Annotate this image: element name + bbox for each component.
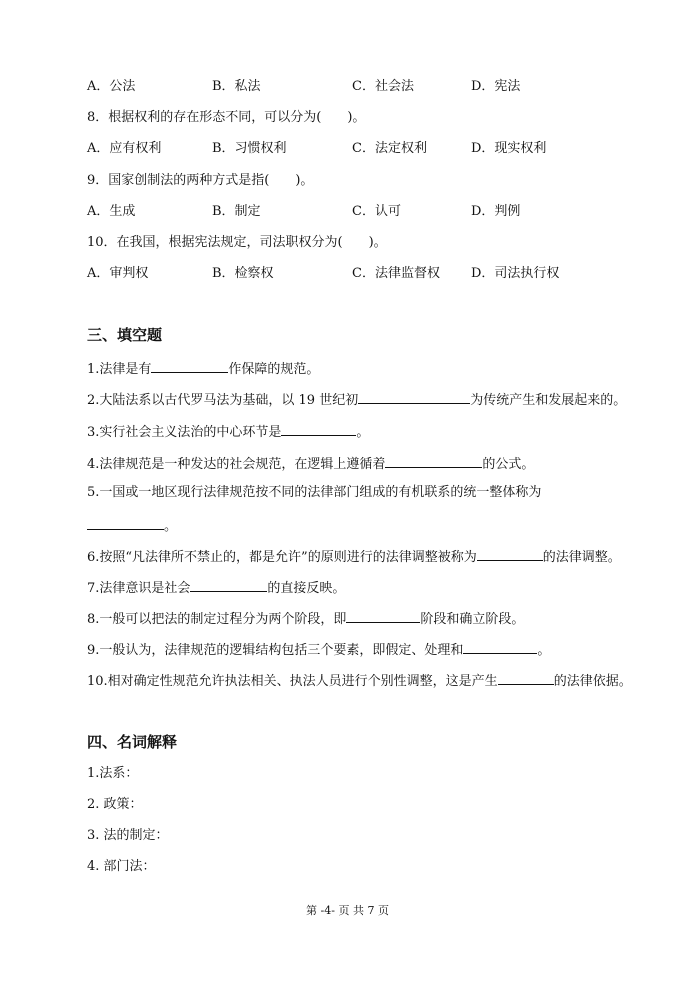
answer-blank[interactable] bbox=[477, 546, 543, 561]
answer-blank[interactable] bbox=[87, 515, 164, 530]
option-c: C．认可 bbox=[352, 204, 401, 219]
answer-blank[interactable] bbox=[281, 421, 356, 436]
answer-blank[interactable] bbox=[498, 670, 554, 685]
term-item: 4. 部门法： bbox=[87, 859, 156, 874]
answer-blank[interactable] bbox=[151, 358, 228, 373]
option-c: C．社会法 bbox=[352, 79, 414, 94]
option-d: D．现实权利 bbox=[471, 141, 547, 156]
option-b: B．习惯权利 bbox=[212, 141, 287, 156]
question-8: 8．根据权利的存在形态不同，可以分为( )。 bbox=[87, 110, 366, 125]
answer-blank[interactable] bbox=[358, 389, 470, 404]
fill-question-6: 6.按照“凡法律所不禁止的，都是允许”的原则进行的法律调整被称为 的法律调整。 bbox=[87, 546, 621, 567]
fill-question-5-continued: 。 bbox=[87, 515, 177, 536]
fill-question-5: 5.一国或一地区现行法律规范按不同的法律部门组成的有机联系的统一整体称为 bbox=[87, 485, 542, 500]
section-heading-fill: 三、填空题 bbox=[87, 326, 163, 344]
option-b: B．制定 bbox=[212, 204, 261, 219]
question-10: 10．在我国，根据宪法规定，司法职权分为( )。 bbox=[87, 235, 387, 250]
option-a: A．审判权 bbox=[87, 266, 149, 281]
fill-question-10: 10.相对确定性规范允许执法相关、执法人员进行个别性调整，这是产生 的法律依据。 bbox=[87, 670, 632, 691]
option-b: B．私法 bbox=[212, 79, 261, 94]
option-c: C．法定权利 bbox=[352, 141, 427, 156]
option-d: D．司法执行权 bbox=[471, 266, 560, 281]
option-a: A．生成 bbox=[87, 204, 136, 219]
answer-blank[interactable] bbox=[463, 639, 537, 654]
fill-question-2: 2.大陆法系以古代罗马法为基础，以 19 世纪初 为传统产生和发展起来的。 bbox=[87, 389, 626, 410]
fill-question-8: 8.一般可以把法的制定过程分为两个阶段，即 阶段和确立阶段。 bbox=[87, 608, 524, 629]
fill-question-9: 9.一般认为，法律规范的逻辑结构包括三个要素，即假定、处理和 。 bbox=[87, 639, 550, 660]
term-item: 2. 政策： bbox=[87, 797, 143, 812]
answer-blank[interactable] bbox=[346, 608, 420, 623]
option-b: B．检察权 bbox=[212, 266, 274, 281]
page-footer: 第 -4- 页 共 7 页 bbox=[306, 904, 389, 917]
fill-question-1: 1.法律是有 作保障的规范。 bbox=[87, 358, 319, 379]
fill-question-7: 7.法律意识是社会 的直接反映。 bbox=[87, 577, 345, 598]
term-item: 1.法系： bbox=[87, 766, 139, 781]
fill-question-3: 3.实行社会主义法治的中心环节是 。 bbox=[87, 421, 369, 442]
option-d: D．宪法 bbox=[471, 79, 521, 94]
question-9: 9．国家创制法的两种方式是指( )。 bbox=[87, 173, 314, 188]
term-item: 3. 法的制定： bbox=[87, 828, 169, 843]
option-a: A．公法 bbox=[87, 79, 136, 94]
option-d: D．判例 bbox=[471, 204, 521, 219]
fill-question-4: 4.法律规范是一种发达的社会规范，在逻辑上遵循着 的公式。 bbox=[87, 453, 534, 474]
answer-blank[interactable] bbox=[385, 453, 482, 468]
option-c: C．法律监督权 bbox=[352, 266, 440, 281]
answer-blank[interactable] bbox=[190, 577, 267, 592]
option-a: A．应有权利 bbox=[87, 141, 162, 156]
section-heading-terms: 四、名词解释 bbox=[87, 733, 178, 751]
